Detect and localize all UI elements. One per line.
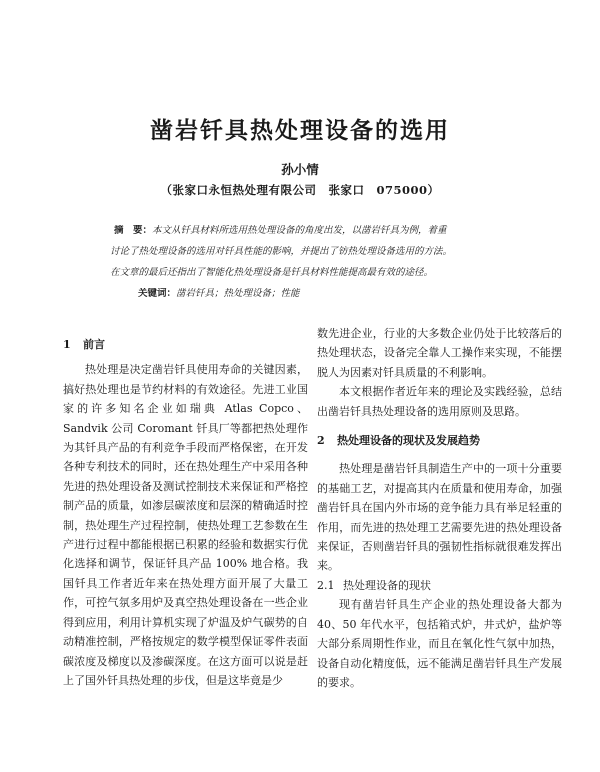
paragraph-continued: 数先进企业，行业的大多数企业仍处于比较落后的热处理状态，设备完全靠人工操作来实现，不能摆脱人为因素对钎具质量的不利影响。 <box>317 327 562 379</box>
paragraph-summary: 本文根据作者近年来的理论及实践经验，总结出凿岩钎具热处理设备的选用原则及思路。 <box>317 385 562 418</box>
author-name: 孙小情 <box>281 162 319 177</box>
section-2-number: 2 <box>317 434 325 448</box>
abstract-line-2: 讨论了热处理设备的选用对钎具性能的影响，并提出了钫热处理设备选用的方法。 <box>110 246 453 257</box>
section-2-1-number: 2.1 <box>317 578 335 592</box>
keywords-line <box>138 288 538 300</box>
abstract-text-1: 本文从钎具材料所选用热处理设备的角度出发，以凿岩钎具为例，着重 <box>152 225 447 236</box>
section-2-heading <box>317 431 562 450</box>
section-1-title: 前言 <box>83 338 105 351</box>
keywords-label: 关键词： <box>138 288 177 299</box>
abstract-line-1 <box>114 225 514 237</box>
section-2-1-title: 热处理设备的现状 <box>343 578 431 592</box>
paragraph-intro: 热处理是决定凿岩钎具使用寿命的关键因素，搞好热处理也是节约材料的有效途径。先进工业国家的许多知名企业如瑞典 Atlas Copco、Sandvik 公司 Coromant 钎具厂等都把热处理作为其钎具产品的有利竞争手段而严格保密，在开发各种专利技术的同时，还在热处理生产中采用各种先进的热处理设备及测试控制技术来保证和严格控制产品的质量，如渗层碳浓度和层深的精确适时控制，热处理生产过程控制，使热处理工艺参数在生产进行过程中都能根据已积累的经验和数据实行优化选择和调节，保证钎具产品 100% 地合格。我国钎具工作者近年来在热处理方面开展了大量工作，可控气氛多用炉及真空热处理设备在一些企业得到应用，利用计算机实现了炉温及炉气碳势的自动精准控制，严格按规定的数学模型保证零件表面碳浓度及梯度以及渗碳深度。在这方面可以说是赶上了国外钎具热处理的步伐，但是这毕竟是少 <box>63 363 308 687</box>
section-1-number: 1 <box>63 338 71 351</box>
section-1-heading <box>63 335 308 354</box>
left-column <box>63 324 308 690</box>
section-2-1-heading <box>317 576 562 595</box>
affiliation: （张家口永恒热处理有限公司 张家口 075000） <box>160 183 440 197</box>
section-2-title: 热处理设备的现状及发展趋势 <box>337 434 480 448</box>
paragraph-importance: 热处理是凿岩钎具制造生产中的一项十分重要的基础工艺，对提高其内在质量和使用寿命，加强凿岩钎具在国内外市场的竞争能力具有举足轻重的作用，而先进的热处理工艺需要先进的热处理设备来保证，否则凿岩钎具的强韧性指标就很难发挥出来。 <box>317 462 562 573</box>
abstract-line-3: 在文章的最后还指出了智能化热处理设备是钎具材料性能提高最有效的途径。 <box>110 267 434 278</box>
right-column <box>317 324 562 692</box>
paper-title: 凿岩钎具热处理设备的选用 <box>150 117 450 144</box>
keywords-text: 凿岩钎具；热处理设备；性能 <box>176 288 300 299</box>
paragraph-status: 现有凿岩钎具生产企业的热处理设备大都为 40、50 年代水平，包括箱式炉，井式炉，盐炉等大部分系周期性作业，而且在氧化性气氛中加热，设备自动化精度低，远不能满足凿岩钎具生产发展的要求。 <box>317 598 562 689</box>
abstract-label: 摘 要： <box>114 225 153 236</box>
